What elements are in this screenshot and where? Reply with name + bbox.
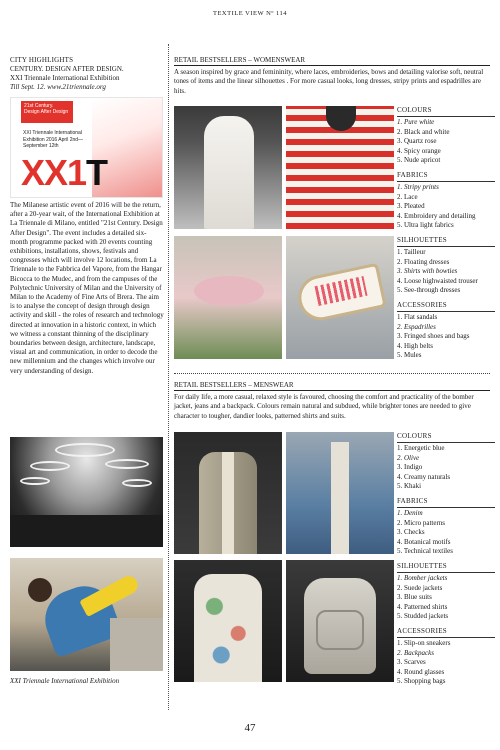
ww-colours-group (397, 106, 495, 166)
mw-silhouettes-heading: SILHOUETTES (397, 562, 495, 573)
ww-colours-heading: COLOURS (397, 106, 495, 117)
list-item: 2. Olive (397, 453, 420, 462)
list-item: 4. Creamy naturals (397, 472, 451, 481)
poster-big-title (21, 152, 108, 193)
mw-accessories-group (397, 627, 495, 687)
list-item: 3. Shirts with bowties (397, 267, 458, 276)
list-item: 2. Suede jackets (397, 583, 443, 592)
list-item: 1. Tailleur (397, 247, 426, 256)
poster-info: XXI Triennale International Exhibition 2016 April 2nd—September 12th (23, 130, 84, 149)
mw-colours-heading: COLOURS (397, 432, 495, 443)
ww-silhouettes-heading: SILHOUETTES (397, 236, 495, 247)
list-item: 1. Denim (397, 508, 423, 517)
mw-fabrics-heading: FABRICS (397, 497, 495, 508)
ww-accessories-group (397, 301, 495, 361)
trumpet-woman-photo (10, 558, 163, 671)
list-item: 5. Studded jackets (397, 612, 449, 621)
list-item: 4. Spicy orange (397, 146, 441, 155)
menswear-bomber-photo (174, 560, 282, 682)
womenswear-white-dress-photo (174, 106, 282, 229)
menswear-backpack-photo (286, 560, 394, 682)
list-item: 3. Quartz rose (397, 137, 437, 146)
list-item: 1. Pure white (397, 118, 435, 126)
list-item: 1. Flat sandals (397, 312, 438, 321)
mw-colours-group (397, 432, 495, 492)
menswear-title: RETAIL BESTSELLERS – MENSWEAR (174, 381, 294, 389)
womenswear-stripy-top-photo (286, 106, 394, 229)
mw-silhouettes-group (397, 562, 495, 622)
list-item: 2. Espadrilles (397, 322, 436, 331)
section-divider (174, 373, 490, 374)
list-item: 4. High belts (397, 341, 433, 350)
ww-accessories-heading: ACCESSORIES (397, 301, 495, 312)
poster-big-red: XX1 (21, 152, 87, 193)
list-item: 2. Backpacks (397, 648, 434, 657)
list-item: 5. Technical textiles (397, 547, 453, 556)
womenswear-bow-photo (174, 236, 282, 359)
list-item: 4. Round glasses (397, 667, 445, 676)
menswear-lists (397, 432, 495, 692)
list-item: 4. Loose highwaisted trouser (397, 276, 478, 285)
ww-silhouettes-group (397, 236, 495, 296)
list-item: 3. Checks (397, 528, 425, 537)
triennale-poster (10, 97, 163, 198)
column-divider (168, 44, 169, 710)
ww-fabrics-group (397, 171, 495, 231)
exhibition-hall-photo (10, 437, 163, 547)
menswear-denim-photo (286, 432, 394, 554)
womenswear-title: RETAIL BESTSELLERS – WOMENSWEAR (174, 56, 306, 64)
list-item: 2. Floating dresses (397, 257, 450, 266)
womenswear-rule (174, 65, 490, 66)
list-item: 1. Energetic blue (397, 444, 445, 452)
list-item: 5. Shopping bags (397, 677, 446, 686)
menswear-jacket-photo (174, 432, 282, 554)
exhibition-body: The Milanese artistic event of 2016 will be the return, after a 20-year wait, of the International Exhibition at La Triennale di Milano, entitled "21st Century. Design After Design". The event includes a detailed six-month programme packed with 20 events counting exhibitions, installations, shows, festivals and congresses which will involve 12 locations, from La Triennale to the Fabbrica del Vapore, from the Hangar Bicocca to the Mudec, and from the campuses of the Polytechnic University of Milan and the University of Milan to the Academy of Fine Arts of Brera. The aim is to analyse the concept of design through design activity and skill - the roles of research and technology directed at innovation in a historic context, in which we witness a constant thinning of the disciplinary boundaries between design, architecture, landscape, visual art and communication, in order to decode the new millennium and the changes which involve our very understanding of design. (10, 201, 164, 375)
list-item: 5. See-through dresses (397, 286, 461, 295)
exhibition-dates: Till Sept. 12. www.21triennale.org (10, 83, 106, 91)
list-item: 5. Khaki (397, 482, 422, 491)
poster-logo: 21st Century. Design After Design (21, 101, 73, 123)
city-highlights-heading (10, 56, 162, 92)
page-header: TEXTILE VIEW Nº 114 (212, 10, 288, 17)
poster-big-dark: T (86, 152, 108, 193)
page-number: 47 (244, 722, 256, 734)
exhibition-subtitle: CENTURY. DESIGN AFTER DESIGN. (10, 65, 124, 73)
list-item: 4. Botanical motifs (397, 537, 451, 546)
list-item: 2. Black and white (397, 127, 450, 136)
mw-accessories-heading: ACCESSORIES (397, 627, 495, 638)
mw-fabrics-group (397, 497, 495, 557)
womenswear-espadrille-photo (286, 236, 394, 359)
menswear-intro: For daily life, a more casual, relaxed style is favoured, choosing the comfort and practicality of the bomber jacket, jeans and a backpack. Colours remain natural and subdued, while brighter tones are needed to give character to tougher, dandier looks, patterned shirts and suits. (174, 393, 474, 420)
womenswear-intro: A season inspired by grace and femininity, where laces, embroideries, bows and detailing valorise soft, neutral tones of items and the linear silhouettes . For more casual looks, long dresses, stripy prints and espadrilles are hits. (174, 68, 484, 95)
list-item: 3. Pleated (397, 202, 425, 211)
list-item: 4. Patterned shirts (397, 602, 448, 611)
exhibition-name: XXI Triennale International Exhibition (10, 74, 120, 82)
ww-fabrics-heading: FABRICS (397, 171, 495, 182)
photo-caption: XXI Triennale International Exhibition (10, 677, 120, 685)
list-item: 3. Indigo (397, 463, 423, 472)
list-item: 5. Mules (397, 351, 422, 360)
list-item: 2. Lace (397, 192, 418, 201)
list-item: 1. Bomber jackets (397, 573, 448, 582)
list-item: 5. Ultra light fabrics (397, 221, 454, 230)
list-item: 3. Blue suits (397, 593, 432, 602)
list-item: 2. Micro patterns (397, 518, 446, 527)
womenswear-lists (397, 106, 495, 366)
list-item: 4. Embroidery and detailing (397, 211, 476, 220)
list-item: 1. Stripy prints (397, 182, 439, 191)
list-item: 3. Fringed shoes and bags (397, 332, 470, 341)
list-item: 3. Scarves (397, 658, 426, 667)
section-title: CITY HIGHLIGHTS (10, 56, 74, 64)
menswear-rule (174, 390, 490, 391)
list-item: 1. Slip-on sneakers (397, 638, 451, 647)
list-item: 5. Nude apricot (397, 156, 441, 165)
